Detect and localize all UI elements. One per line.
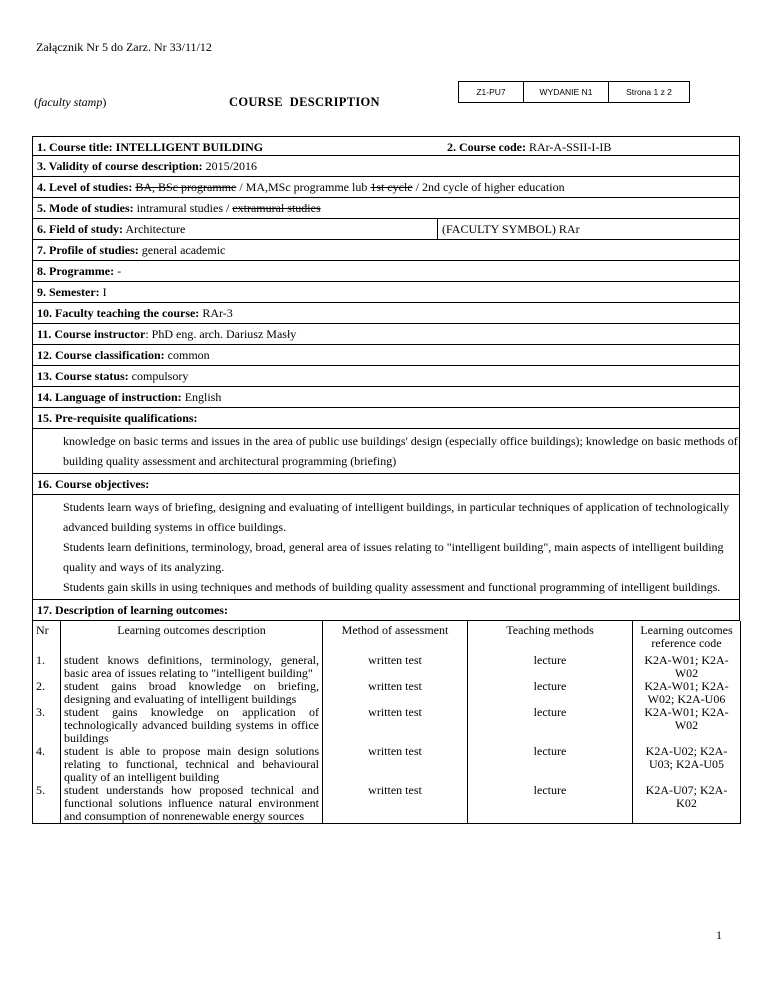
- row-teaching: lecture: [468, 680, 633, 706]
- row-code: K2A-U07; K2A-K02: [633, 784, 741, 824]
- stamp-open-paren: (: [34, 95, 38, 109]
- programme-value: -: [117, 264, 122, 278]
- mode-struck-extramural: extramural studies: [232, 201, 321, 215]
- row-method: written test: [323, 784, 468, 824]
- faculty-stamp-placeholder: [34, 95, 106, 110]
- page-indicator: Strona 1 z 2: [609, 82, 690, 103]
- row-method: written test: [323, 706, 468, 745]
- header-teaching: Teaching methods: [468, 621, 633, 654]
- header-method: Method of assessment: [323, 621, 468, 654]
- faculty-value: RAr-3: [202, 306, 233, 320]
- row-description: student knows definitions, terminology, general, basic area of issues relating to "intelligent building": [61, 654, 323, 680]
- classification-value: common: [167, 348, 210, 362]
- row-nr: 1.: [33, 654, 61, 680]
- course-code: [443, 137, 739, 155]
- status-label: 13. Course status:: [37, 369, 129, 383]
- row-validity: [32, 156, 740, 177]
- table-row: [33, 784, 741, 824]
- row-code: K2A-W01; K2A-W02: [633, 654, 741, 680]
- row-field: [32, 219, 740, 240]
- row-teaching: lecture: [468, 745, 633, 784]
- mode-label: 5. Mode of studies:: [37, 201, 134, 215]
- validity-label: 3. Validity of course description:: [37, 159, 203, 173]
- instructor-value: : PhD eng. arch. Dariusz Masły: [145, 327, 297, 341]
- document-title: COURSE DESCRIPTION: [229, 95, 380, 109]
- level-second-cycle: / 2nd cycle of higher education: [415, 180, 565, 194]
- header-nr: Nr: [33, 621, 61, 654]
- row-description: student gains broad knowledge on briefing, designing and evaluating of intelligent buildings: [61, 680, 323, 706]
- field-label: 6. Field of study:: [37, 222, 124, 236]
- header-description: Learning outcomes description: [61, 621, 323, 654]
- objectives-heading: 16. Course objectives:: [32, 474, 740, 495]
- mode-value: intramural studies /: [136, 201, 230, 215]
- semester-label: 9. Semester:: [37, 285, 100, 299]
- field-of-study: [33, 219, 438, 239]
- row-classification: [32, 345, 740, 366]
- programme-label: 8. Programme:: [37, 264, 115, 278]
- level-struck-first-cycle: 1st cycle: [370, 180, 413, 194]
- objective-2: Students learn definitions, terminology, broad, general area of issues relating to "intelligent building", main aspects of intelligent building quality and ways of its analyzing.: [63, 540, 724, 574]
- classification-label: 12. Course classification:: [37, 348, 165, 362]
- row-semester: [32, 282, 740, 303]
- faculty-symbol: (FACULTY SYMBOL) RAr: [442, 222, 580, 236]
- row-language: [32, 387, 740, 408]
- header-reference-code: Learning outcomes reference code: [633, 621, 741, 654]
- objective-3: Students gain skills in using techniques and methods of building quality assessment and functional programming of intelligent buildings.: [63, 580, 721, 594]
- validity-value: 2015/2016: [205, 159, 258, 173]
- level-ma: / MA,MSc programme lub: [239, 180, 368, 194]
- table-row: [33, 706, 741, 745]
- outcomes-header-row: [33, 621, 741, 654]
- row-nr: 5.: [33, 784, 61, 824]
- stamp-close-paren: ): [102, 95, 107, 109]
- instructor-label: 11. Course instructor: [37, 327, 146, 341]
- row-title-code: [32, 136, 740, 156]
- form-code: Z1-PU7: [459, 82, 524, 103]
- row-description: student understands how proposed technical and functional solutions influence natural environment and consumption of nonrenewable energy sources: [61, 784, 323, 824]
- row-instructor: [32, 324, 740, 345]
- row-profile: [32, 240, 740, 261]
- status-value: compulsory: [131, 369, 189, 383]
- row-programme: [32, 261, 740, 282]
- field-value: Architecture: [125, 222, 186, 236]
- table-row: [33, 654, 741, 680]
- edition-label: WYDANIE N1: [524, 82, 609, 103]
- document-header-box: [458, 81, 690, 103]
- row-teaching: lecture: [468, 654, 633, 680]
- row-teaching: lecture: [468, 784, 633, 824]
- language-value: English: [184, 390, 222, 404]
- row-nr: 3.: [33, 706, 61, 745]
- course-description-form: [32, 136, 740, 824]
- course-title: 1. Course title: INTELLIGENT BUILDING: [37, 140, 264, 154]
- level-struck-ba: BA, BSc programme: [135, 180, 237, 194]
- row-nr: 4.: [33, 745, 61, 784]
- row-status: [32, 366, 740, 387]
- row-method: written test: [323, 654, 468, 680]
- stamp-text: faculty stamp: [38, 95, 103, 109]
- outcomes-heading: 17. Description of learning outcomes:: [32, 600, 740, 621]
- row-teaching: lecture: [468, 706, 633, 745]
- learning-outcomes-table: [32, 621, 741, 824]
- objectives-text: [32, 495, 740, 600]
- course-code-label: 2. Course code:: [447, 140, 526, 154]
- profile-label: 7. Profile of studies:: [37, 243, 139, 257]
- row-description: student is able to propose main design solutions relating to functional, technical and behavioural quality of an intelligent building: [61, 745, 323, 784]
- prerequisites-heading: 15. Pre-requisite qualifications:: [32, 408, 740, 429]
- objective-1: Students learn ways of briefing, designing and evaluating of intelligent buildings, in particular techniques of application of technologically advanced building systems in office buildings.: [63, 500, 730, 534]
- row-nr: 2.: [33, 680, 61, 706]
- semester-value: I: [102, 285, 107, 299]
- row-method: written test: [323, 680, 468, 706]
- table-row: [33, 680, 741, 706]
- row-code: K2A-W01; K2A-W02: [633, 706, 741, 745]
- prerequisites-text: knowledge on basic terms and issues in the area of public use buildings' design (especially office buildings); knowledge on basic methods of building quality assessment and architectural programming (briefing): [32, 429, 740, 474]
- row-method: written test: [323, 745, 468, 784]
- course-code-value: RAr-A-SSII-I-IB: [528, 140, 612, 154]
- row-level: [32, 177, 740, 198]
- page-number: 1: [716, 928, 722, 942]
- annex-reference: Załącznik Nr 5 do Zarz. Nr 33/11/12: [36, 40, 212, 54]
- row-description: student gains knowledge on application of technologically advanced building systems in office buildings: [61, 706, 323, 745]
- language-label: 14. Language of instruction:: [37, 390, 182, 404]
- row-code: K2A-W01; K2A-W02; K2A-U06: [633, 680, 741, 706]
- faculty-label: 10. Faculty teaching the course:: [37, 306, 200, 320]
- table-row: [33, 745, 741, 784]
- profile-value: general academic: [141, 243, 226, 257]
- level-label: 4. Level of studies:: [37, 180, 133, 194]
- row-code: K2A-U02; K2A-U03; K2A-U05: [633, 745, 741, 784]
- row-faculty: [32, 303, 740, 324]
- row-mode: [32, 198, 740, 219]
